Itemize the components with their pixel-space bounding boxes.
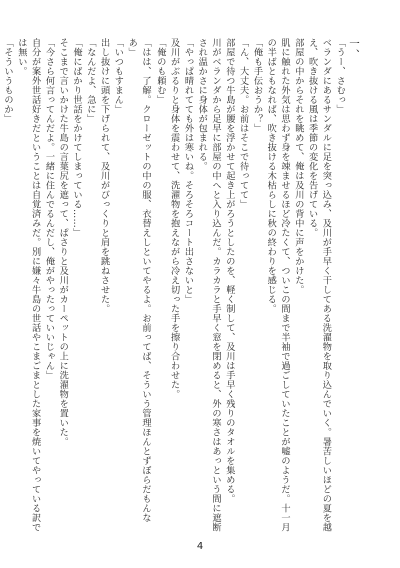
paragraph: 出し抜けに頭を下げられて、及川がびっくりと肩を跳ねさせた。 xyxy=(98,38,110,314)
text-column-left xyxy=(2,38,152,534)
paragraph: 「なんだよ、急に」 xyxy=(84,38,96,124)
paragraph: 「俺にばかり世話をかけてしまっている……」 xyxy=(71,38,83,238)
paragraph: 肌に触れた外気は思わず身を竦ませるほど冷たくて、ついこの間まで半袖で過ごしていたことが嘘のようだ。十一月の半ばともなれば、吹き抜ける木枯らしに秋の終わりを感じる。 xyxy=(265,38,291,532)
paragraph: 「いつもすまん」 xyxy=(112,38,124,114)
paragraph: 「俺も手伝おうか？」 xyxy=(251,38,263,133)
paragraph: ベランダにあるサンダルに足を突っ込み、及川が手早く干してある洗濯物を取り込んでいく。暑苦しいほどの夏を越え、吹き抜ける風は季節の変化を告げている。 xyxy=(306,38,332,532)
paragraph: 「やっぱ晴れてても外は寒いね。そろそろコート出さないと」 xyxy=(182,38,194,304)
text-columns xyxy=(2,38,360,534)
paragraph: 川がベランダから足早に部屋の中へと入り込んだ。カラカラと手早く窓を閉めると、外の寒さはあっという間に遮断され温かさに身体が包まれる。 xyxy=(196,38,222,532)
paragraph: 「ん、大丈夫。お前はそこで待ってて」 xyxy=(237,38,249,209)
paragraph: 「俺のも頼む」 xyxy=(154,38,166,105)
vertical-text-left xyxy=(2,38,152,534)
paragraph: 部屋で待つ牛島が腰を浮かせて起き上がろうとしたのを、軽く制して、及川は手早く残りのタオルを集める。 xyxy=(223,38,235,504)
vertical-text-right xyxy=(154,38,360,534)
paragraph: 「今さら何言ってんだよ。一緒に住んでるんだし、俺がやったっていいじゃん」 xyxy=(43,38,55,380)
page-number: 4 xyxy=(196,541,204,552)
paragraph: 「うー、さむっ」 xyxy=(334,38,346,114)
chapter-heading: 一、 xyxy=(348,38,360,60)
paragraph: 及川がぶるりと身体を震わせて、洗濯物を抱えながら冷え切った手を擦り合わせた。 xyxy=(168,38,180,399)
paragraph: そこまで言いかけた牛島の言葉尻を遮って、ぱさりと及川がカーペットの上に洗濯物を置いた。 xyxy=(57,38,69,447)
paragraph: 「そういうものか」 xyxy=(2,38,14,124)
paragraph: 自分が案外世話好きだということは自覚済みだ。別に嫌々牛島の世話やこまごまとした家事を焼いてやっている訳では無い。 xyxy=(15,38,41,532)
paragraph: 部屋の中からそれを眺めて、俺は及川の背中に声をかけた。 xyxy=(292,38,304,295)
text-column-right xyxy=(154,38,360,534)
paragraph: 「はは、了解。クローゼットの中の服、衣替えしといてやるよ。お前ってば、そういう管理ほんとずぼらだもんなあ」 xyxy=(126,38,151,523)
